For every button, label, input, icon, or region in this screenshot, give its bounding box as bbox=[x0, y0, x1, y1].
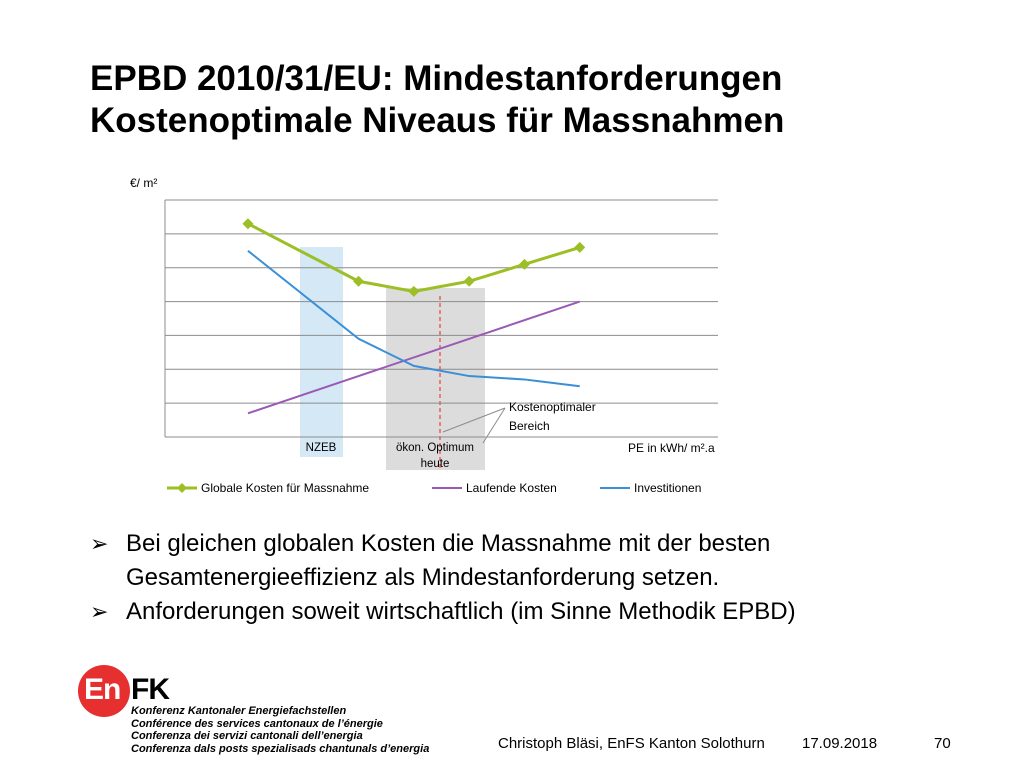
legend-label: Investitionen bbox=[634, 481, 702, 495]
logo-line: Conferenza dals posts spezialisads chantunals d’energia bbox=[131, 742, 430, 755]
bullet-item bbox=[90, 527, 970, 595]
bullet-item bbox=[90, 595, 970, 629]
bullet-list bbox=[90, 527, 970, 629]
footer-page-number: 70 bbox=[934, 735, 951, 752]
annotation-label: Kostenoptimaler bbox=[509, 400, 596, 414]
data-point bbox=[574, 242, 585, 253]
footer-author: Christoph Bläsi, EnFS Kanton Solothurn bbox=[498, 735, 765, 752]
y-axis-label: €/ m² bbox=[130, 176, 158, 190]
logo-line: Conférence des services cantonaux de l’énergie bbox=[131, 717, 383, 730]
right-arrow-icon: ➢ bbox=[90, 531, 109, 556]
legend-label: Laufende Kosten bbox=[466, 481, 557, 495]
right-arrow-icon: ➢ bbox=[90, 599, 109, 624]
data-point bbox=[353, 276, 364, 287]
annotation-leader bbox=[483, 408, 505, 443]
legend-label: Globale Kosten für Massnahme bbox=[201, 481, 370, 495]
logo-line: Konferenz Kantonaler Energiefachstellen bbox=[131, 705, 347, 717]
title-line-2: Kostenoptimale Niveaus für Massnahmen bbox=[90, 101, 785, 140]
bullet-text: Anforderungen soweit wirtschaftlich (im Sinne Methodik EPBD) bbox=[126, 598, 796, 625]
region-nzeb bbox=[300, 247, 343, 457]
legend-marker bbox=[177, 483, 187, 493]
region-label-optimum: heute bbox=[420, 458, 450, 470]
enfk-logo bbox=[78, 665, 438, 760]
bullet-text: Bei gleichen globalen Kosten die Massnahme mit der besten Gesamtenergieeffizienz als Mindestanforderung setzen. bbox=[126, 530, 771, 591]
annotation-label: Bereich bbox=[509, 419, 550, 433]
footer-date: 17.09.2018 bbox=[802, 735, 878, 752]
logo-fk: FK bbox=[131, 673, 169, 706]
title-line-1: EPBD 2010/31/EU: Mindestanforderungen bbox=[90, 59, 783, 98]
data-point bbox=[464, 276, 475, 287]
logo-line: Conferenza dei servizi cantonali dell’energia bbox=[131, 730, 363, 742]
logo-text bbox=[131, 705, 429, 755]
logo-en: En bbox=[84, 673, 121, 706]
region-label-nzeb: NZEB bbox=[305, 442, 337, 454]
x-axis-label: PE in kWh/ m².a bbox=[628, 441, 715, 455]
region-label-optimum: ökon. Optimum bbox=[396, 442, 474, 454]
data-point bbox=[242, 218, 253, 229]
